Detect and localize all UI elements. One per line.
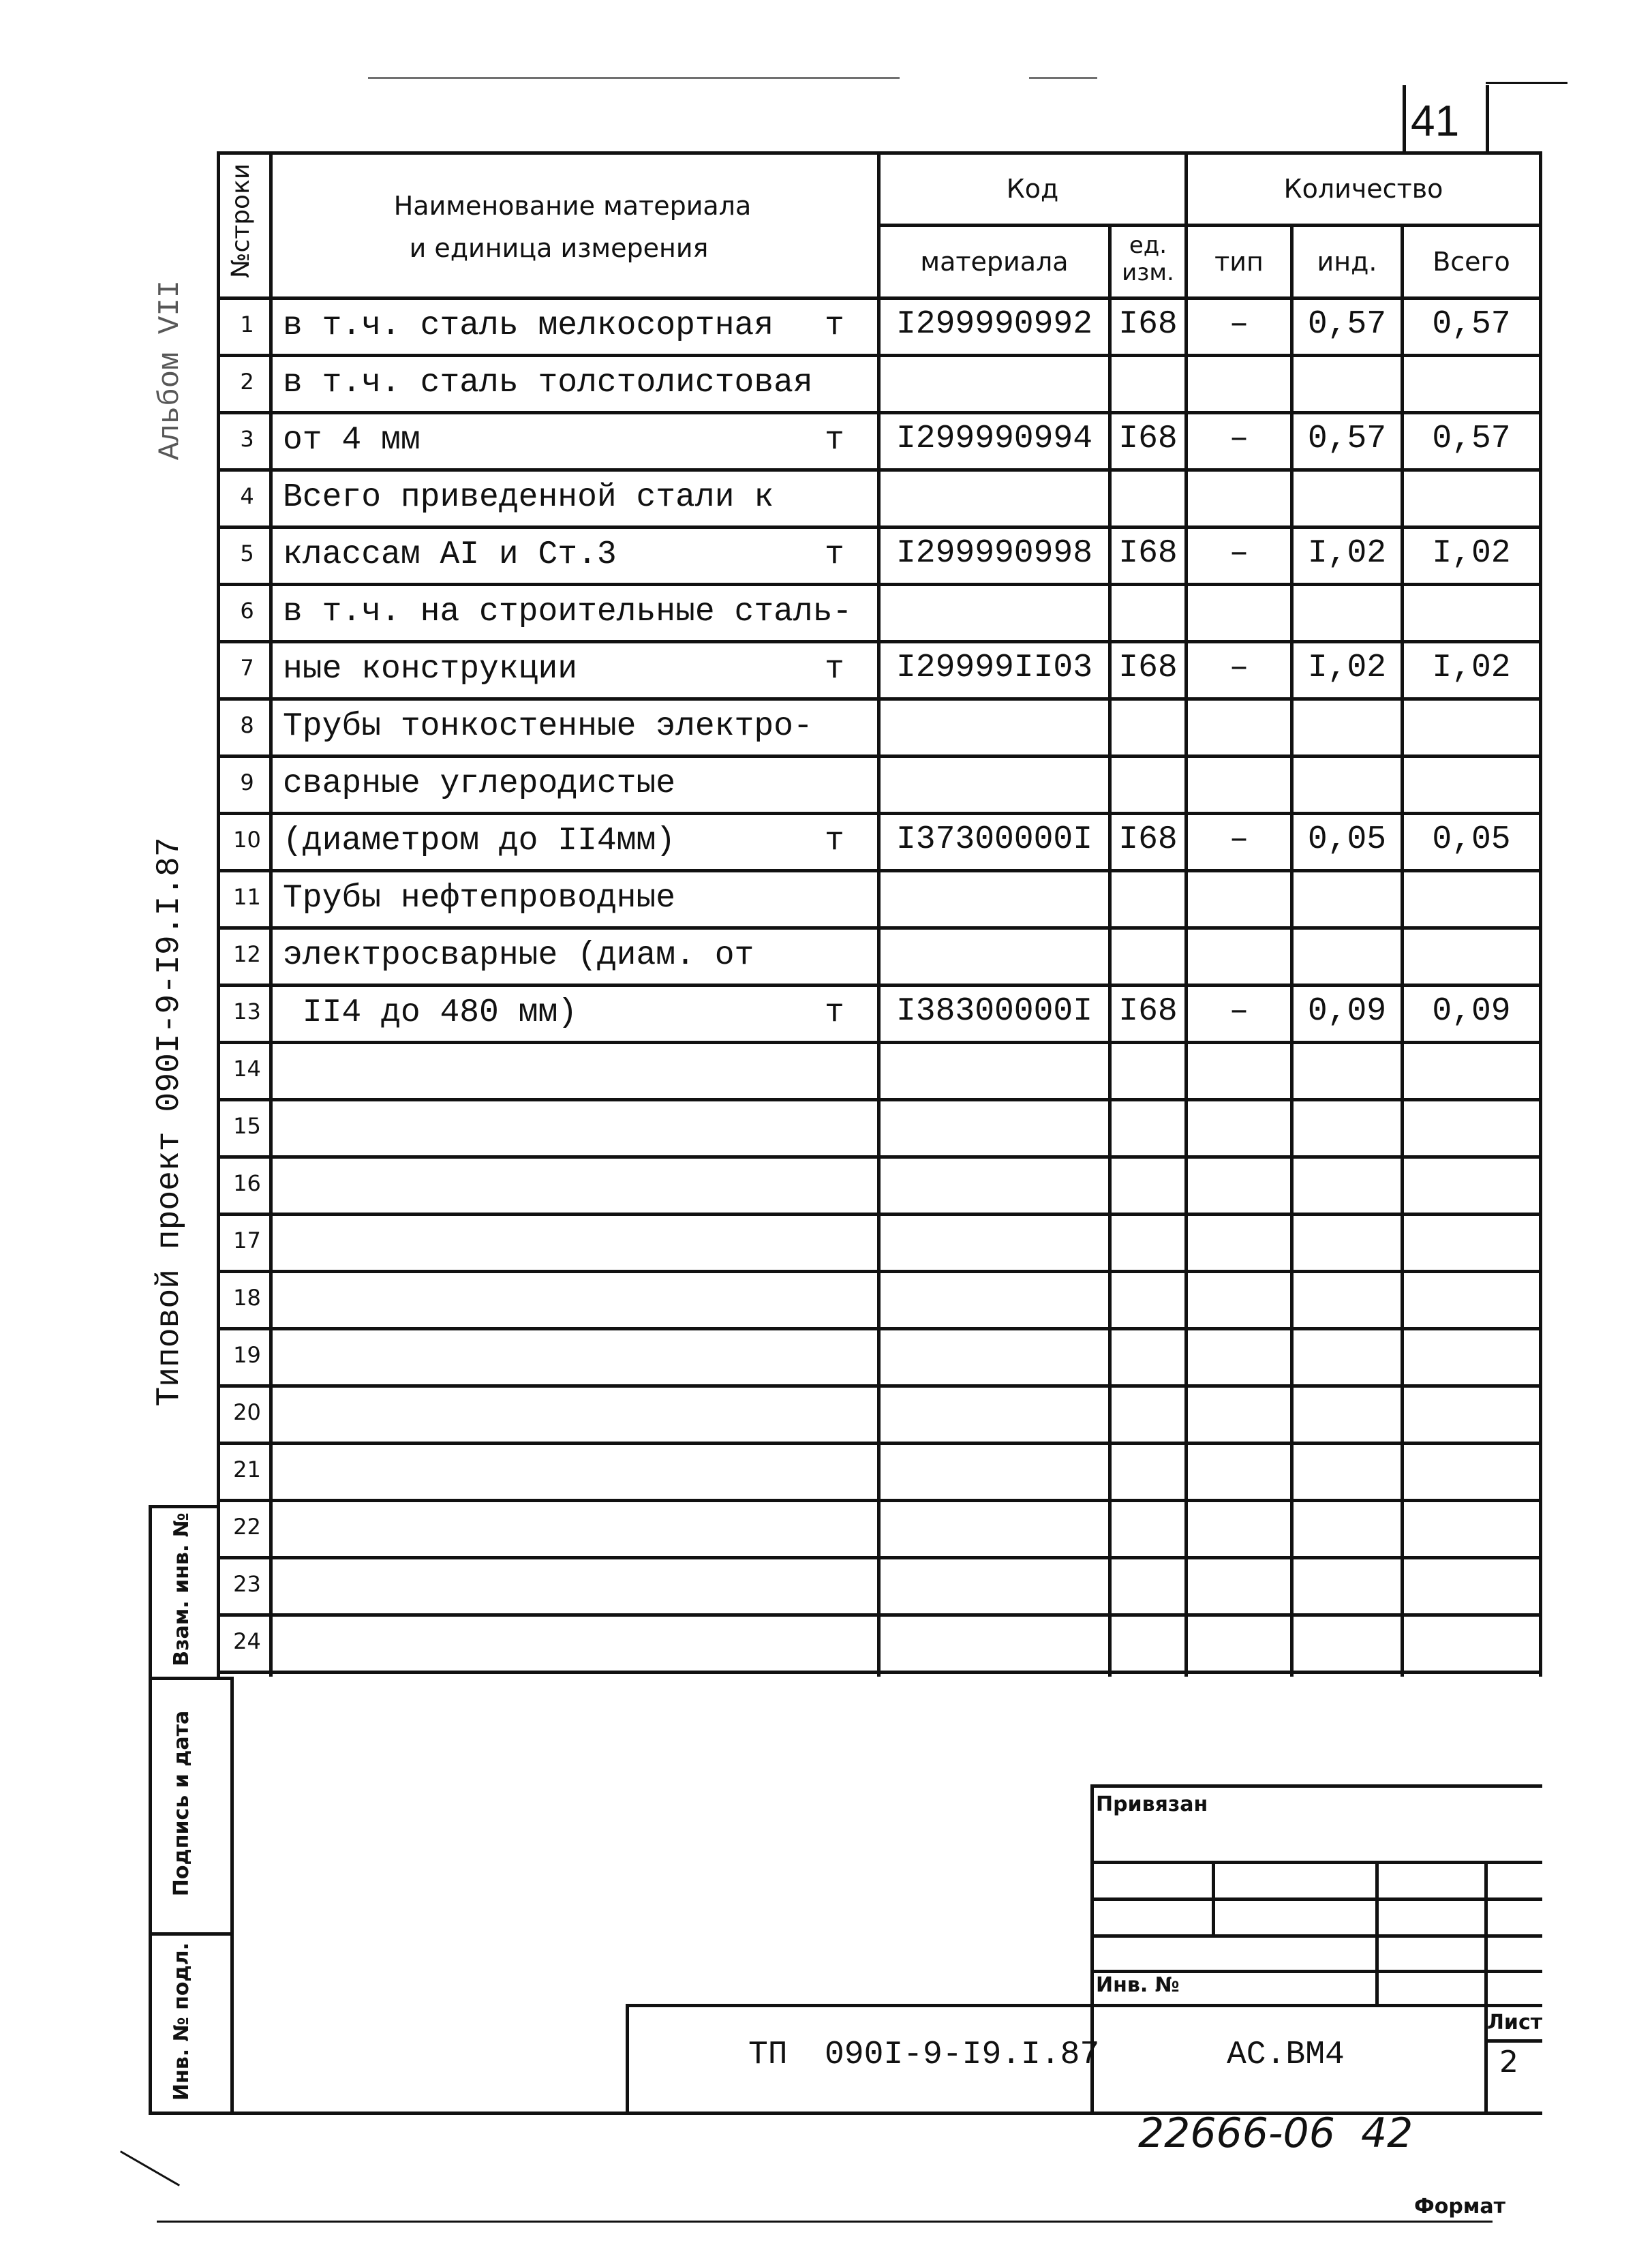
row-number: 23 — [233, 1571, 261, 1597]
handwritten-number: 22666-06 42 — [1138, 2109, 1413, 2157]
material-name: классам AI и Ст.3 — [283, 536, 617, 573]
row-number: 20 — [233, 1399, 261, 1425]
material-name: сварные углеродистые — [283, 765, 676, 802]
vzam-inv-label: Взам. инв. № — [170, 1512, 194, 1666]
unit-header-line1: ед. — [1129, 232, 1167, 259]
total-header: Всего — [1433, 247, 1510, 277]
row-number: 9 — [240, 769, 254, 795]
quantity-header: Количество — [1283, 174, 1443, 204]
material-code: I299990992 — [896, 306, 1093, 343]
total-value: 0,57 — [1432, 306, 1511, 343]
row-number: 15 — [233, 1113, 261, 1139]
name-header-line1: Наименование материала — [393, 191, 752, 221]
sheet-label: Лист — [1487, 2011, 1543, 2034]
material-name: Трубы нефтепроводные — [283, 880, 676, 917]
row-number: 2 — [240, 369, 254, 395]
type-value: – — [1229, 535, 1249, 572]
row-number: 14 — [233, 1056, 261, 1082]
ind-value: 0,57 — [1307, 421, 1387, 457]
type-value: – — [1229, 421, 1249, 457]
project-label: Типовой проект 090I-9-I9.I.87 — [151, 837, 188, 1407]
unit-mark: т — [825, 536, 844, 573]
total-value: 0,05 — [1432, 821, 1511, 858]
inv-number-label: Инв. № — [1096, 1973, 1180, 1997]
material-name: (диаметром до II4мм) — [283, 823, 676, 859]
unit-mark: т — [825, 422, 844, 459]
material-name: II4 до 480 мм) — [283, 994, 578, 1031]
row-number: 6 — [240, 598, 254, 624]
unit-mark: т — [825, 651, 844, 688]
type-header: тип — [1214, 247, 1264, 277]
row-number: 3 — [240, 426, 254, 452]
code-header: Код — [1006, 174, 1059, 204]
material-name: в т.ч. сталь мелкосортная — [283, 307, 774, 344]
total-value: I,02 — [1432, 650, 1511, 686]
row-number: 24 — [233, 1628, 261, 1654]
sheet-number: 2 — [1499, 2045, 1518, 2079]
material-code: I299990994 — [896, 421, 1093, 457]
material-code-header: материала — [920, 247, 1069, 277]
unit-mark: т — [825, 994, 844, 1031]
ind-header: инд. — [1317, 247, 1377, 277]
total-value: 0,09 — [1432, 993, 1511, 1030]
material-code: I299990998 — [896, 535, 1093, 572]
type-value: – — [1229, 993, 1249, 1030]
row-number: 22 — [233, 1514, 261, 1540]
material-name: в т.ч. на строительные сталь- — [283, 594, 853, 630]
material-name: Трубы тонкостенные электро- — [283, 708, 813, 745]
material-name: электросварные (диам. от — [283, 937, 754, 974]
material-name: ные конструкции — [283, 651, 578, 688]
ind-value: I,02 — [1307, 535, 1387, 572]
material-code: I37300000I — [896, 821, 1093, 858]
ind-value: 0,05 — [1307, 821, 1387, 858]
row-number: 13 — [233, 999, 261, 1024]
total-value: I,02 — [1432, 535, 1511, 572]
scan-mark — [120, 2150, 180, 2186]
unit-code: I68 — [1118, 306, 1178, 343]
unit-code: I68 — [1118, 421, 1178, 457]
row-number: 19 — [233, 1342, 261, 1368]
ind-value: I,02 — [1307, 650, 1387, 686]
unit-code: I68 — [1118, 993, 1178, 1030]
type-value: – — [1229, 306, 1249, 343]
row-number: 1 — [240, 311, 254, 337]
album-label: Альбом VII — [153, 279, 187, 460]
row-number: 17 — [233, 1228, 261, 1253]
row-number: 16 — [233, 1170, 261, 1196]
material-code: I38300000I — [896, 993, 1093, 1030]
row-number: 11 — [233, 884, 261, 910]
format-label: Формат — [1414, 2195, 1505, 2219]
ind-value: 0,57 — [1307, 306, 1387, 343]
row-number: 12 — [233, 941, 261, 967]
row-number: 10 — [233, 827, 261, 853]
unit-code: I68 — [1118, 650, 1178, 686]
total-value: 0,57 — [1432, 421, 1511, 457]
inv-podl-label: Инв. № подл. — [170, 1942, 194, 2101]
ind-value: 0,09 — [1307, 993, 1387, 1030]
unit-mark: т — [825, 823, 844, 859]
row-number: 7 — [240, 655, 254, 681]
row-number: 4 — [240, 483, 254, 509]
row-number: 18 — [233, 1285, 261, 1311]
material-name: в т.ч. сталь толстолистовая — [283, 365, 813, 401]
row-number: 8 — [240, 712, 254, 738]
signature-date-label: Подпись и дата — [170, 1710, 194, 1897]
unit-code: I68 — [1118, 535, 1178, 572]
material-code: I29999II03 — [896, 650, 1093, 686]
privyazan-label: Привязан — [1096, 1793, 1208, 1816]
unit-mark: т — [825, 307, 844, 344]
type-value: – — [1229, 821, 1249, 858]
unit-header-line2: изм. — [1122, 259, 1174, 286]
row-number: 21 — [233, 1457, 261, 1482]
name-header-line2: и единица измерения — [409, 233, 709, 263]
page-number: 41 — [1411, 96, 1460, 145]
type-value: – — [1229, 650, 1249, 686]
material-name: от 4 мм — [283, 422, 420, 459]
doc-number: 090I-9-I9.I.87 — [825, 2037, 1100, 2073]
material-name: Всего приведенной стали к — [283, 479, 774, 516]
doc-code: АС.ВМ4 — [1227, 2037, 1345, 2073]
row-number: 5 — [240, 540, 254, 566]
unit-code: I68 — [1118, 821, 1178, 858]
doc-prefix: ТП — [748, 2037, 788, 2073]
row-number-header: №строки — [227, 163, 255, 278]
